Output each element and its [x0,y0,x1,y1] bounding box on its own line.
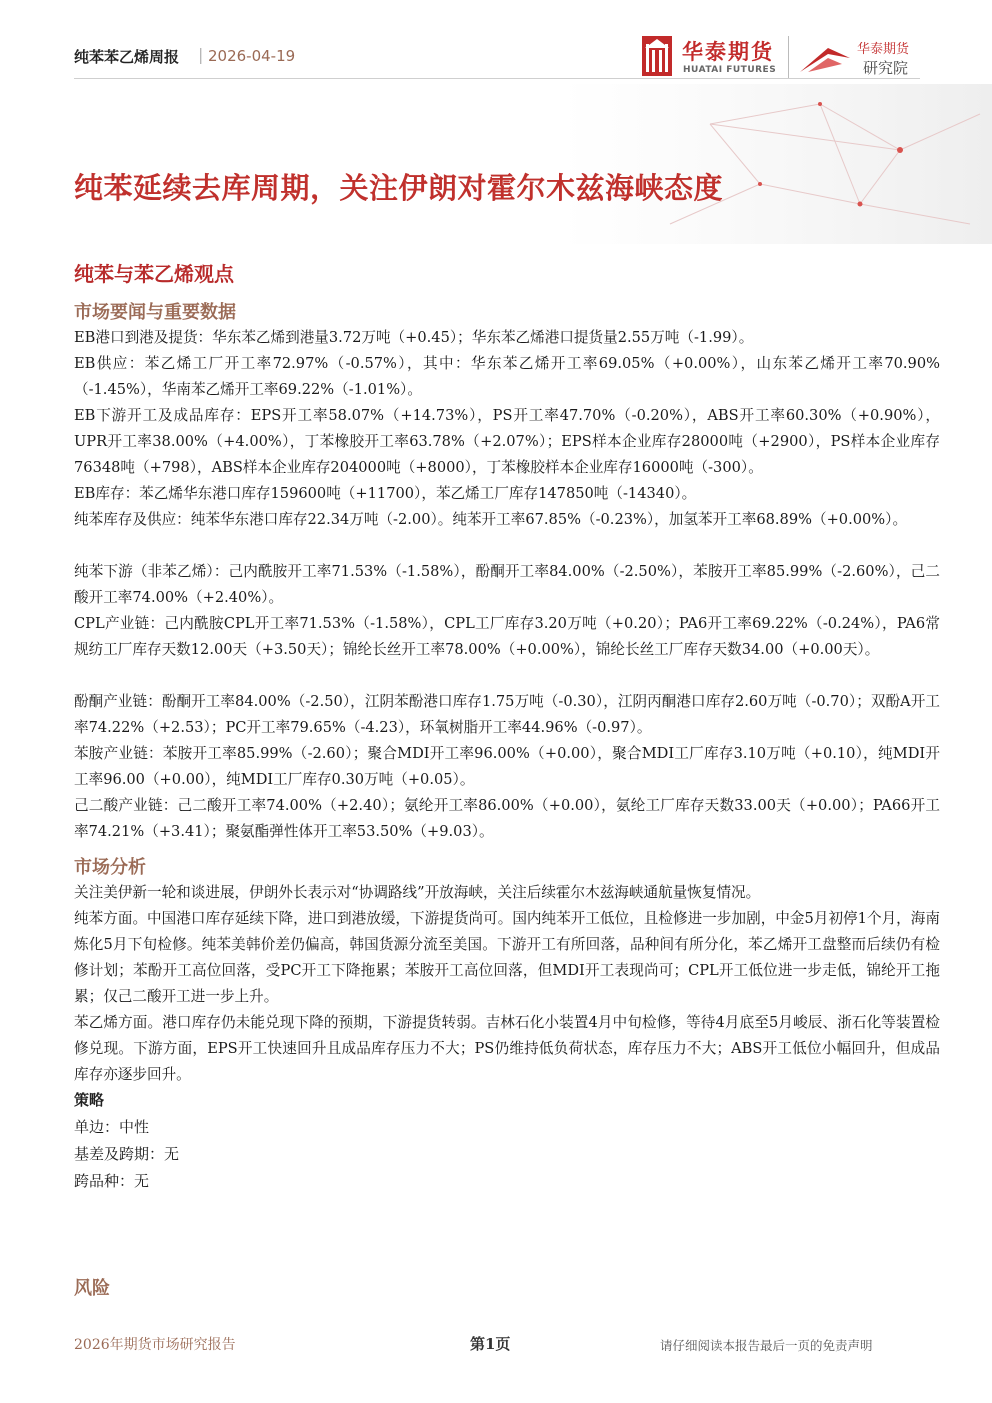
logo-divider [788,36,789,78]
institute-name: 研究院 [863,59,909,77]
page-header [0,0,992,240]
report-name: 纯苯苯乙烯周报 [74,48,180,66]
logo-chinese-name: 华泰期货 [682,40,774,64]
strategy-unilateral: 单边：中性 [74,1118,150,1136]
news-paragraph: EB供应：苯乙烯工厂开工率72.97%（-0.57%），其中：华东苯乙烯开工率69.05%（+0.00%），山东苯乙烯开工率70.90%（-1.45%），华南苯乙烯开工率69.22%（-1.01%）。 [74,355,940,398]
news-paragraph: 己二酸产业链：己二酸开工率74.00%（+2.40）；氨纶开工率86.00%（+0.00），氨纶工厂库存天数33.00天（+0.00）；PA66开工率74.21%（+3.41）；聚氨酯弹性体开工率53.50%（+9.03）。 [74,797,940,840]
strategy-heading: 策略 [74,1091,105,1109]
news-paragraph: EB下游开工及成品库存：EPS开工率58.07%（+14.73%），PS开工率47.70%（-0.20%），ABS开工率60.30%（+0.90%），UPR开工率38.00%（+4.00%），丁苯橡胶开工率63.78%（+2.07%）；EPS样本企业库存28000吨（+2900），PS样本企业库存76348吨（+798），ABS样本企业库存204000吨（+8000），丁苯橡胶样本企业库存16000吨（-300）。 [74,407,940,476]
network-decoration [560,84,992,244]
page-number: 第1页 [470,1335,511,1353]
strategy-cross-variety: 跨品种：无 [74,1172,150,1190]
strategy-basis-spread: 基差及跨期：无 [74,1145,180,1163]
risk-heading: 风险 [74,1278,110,1299]
analysis-heading: 市场分析 [74,857,146,878]
header-rule [74,78,920,79]
institute-logo-icon [798,40,852,76]
section-title: 纯苯与苯乙烯观点 [74,262,234,286]
analysis-paragraph: 苯乙烯方面。港口库存仍未能兑现下降的预期，下游提货转弱。吉林石化小装置4月中旬检修，等待4月底至5月峻辰、浙石化等装置检修兑现。下游方面，EPS开工快速回升且成品库存压力不大；PS仍维持低负荷状态，库存压力不大；ABS开工低位小幅回升，但成品库存亦逐步回升。 [74,1014,940,1083]
huatai-logo-icon [642,36,672,76]
header-separator: | [198,45,204,64]
report-date: 2026-04-19 [208,47,296,65]
disclaimer-note: 请仔细阅读本报告最后一页的免责声明 [660,1338,873,1353]
logo-english-name: HUATAI FUTURES [683,65,777,75]
news-paragraph: CPL产业链：己内酰胺CPL开工率71.53%（-1.58%），CPL工厂库存3.20万吨（+0.20）；PA6开工率69.22%（-0.24%），PA6常规纺工厂库存天数12.00天（+3.50天）；锦纶长丝开工率78.00%（+0.00%），锦纶长丝工厂库存天数34.00（+0.00天）。 [74,615,940,658]
news-paragraph: 纯苯下游（非苯乙烯）：己内酰胺开工率71.53%（-1.58%），酚酮开工率84.00%（-2.50%），苯胺开工率85.99%（-2.60%），己二酸开工率74.00%（+2.40%）。 [74,563,940,606]
news-paragraph: EB港口到港及提货：华东苯乙烯到港量3.72万吨（+0.45）；华东苯乙烯港口提货量2.55万吨（-1.99）。 [74,329,754,346]
footer-report-series: 2026年期货市场研究报告 [74,1337,236,1353]
news-paragraph: 纯苯库存及供应：纯苯华东港口库存22.34万吨（-2.00）。纯苯开工率67.85%（-0.23%），加氢苯开工率68.89%（+0.00%）。 [74,511,908,528]
news-paragraph: 苯胺产业链：苯胺开工率85.99%（-2.60）；聚合MDI开工率96.00%（+0.00），聚合MDI工厂库存3.10万吨（+0.10），纯MDI开工率96.00（+0.00），纯MDI工厂库存0.30万吨（+0.05）。 [74,745,940,788]
analysis-paragraph: 纯苯方面。中国港口库存延续下降，进口到港放缓，下游提货尚可。国内纯苯开工低位，且检修进一步加剧，中金5月初停1个月，海南炼化5月下旬检修。纯苯美韩价差仍偏高，韩国货源分流至美国。下游开工有所回落，品种间有所分化，苯乙烯开工盘整而后续仍有检修计划；苯酚开工高位回落，受PC开工下降拖累；苯胺开工高位回落，但MDI开工表现尚可；CPL开工低位进一步走低，锦纶开工拖累；仅己二酸开工进一步上升。 [74,910,940,1005]
institute-brand: 华泰期货 [857,42,910,57]
news-paragraph: 酚酮产业链：酚酮开工率84.00%（-2.50），江阴苯酚港口库存1.75万吨（-0.30），江阴丙酮港口库存2.60万吨（-0.70）；双酚A开工率74.22%（+2.53）；PC开工率79.65%（-4.23），环氧树脂开工率44.96%（-0.97）。 [74,693,940,736]
news-paragraph: EB库存：苯乙烯华东港口库存159600吨（+11700），苯乙烯工厂库存147850吨（-14340）。 [74,485,697,502]
market-news-heading: 市场要闻与重要数据 [74,302,236,323]
page-title: 纯苯延续去库周期，关注伊朗对霍尔木兹海峡态度 [74,171,724,205]
analysis-paragraph: 关注美伊新一轮和谈进展，伊朗外长表示对“协调路线”开放海峡，关注后续霍尔木兹海峡通航量恢复情况。 [74,884,761,901]
